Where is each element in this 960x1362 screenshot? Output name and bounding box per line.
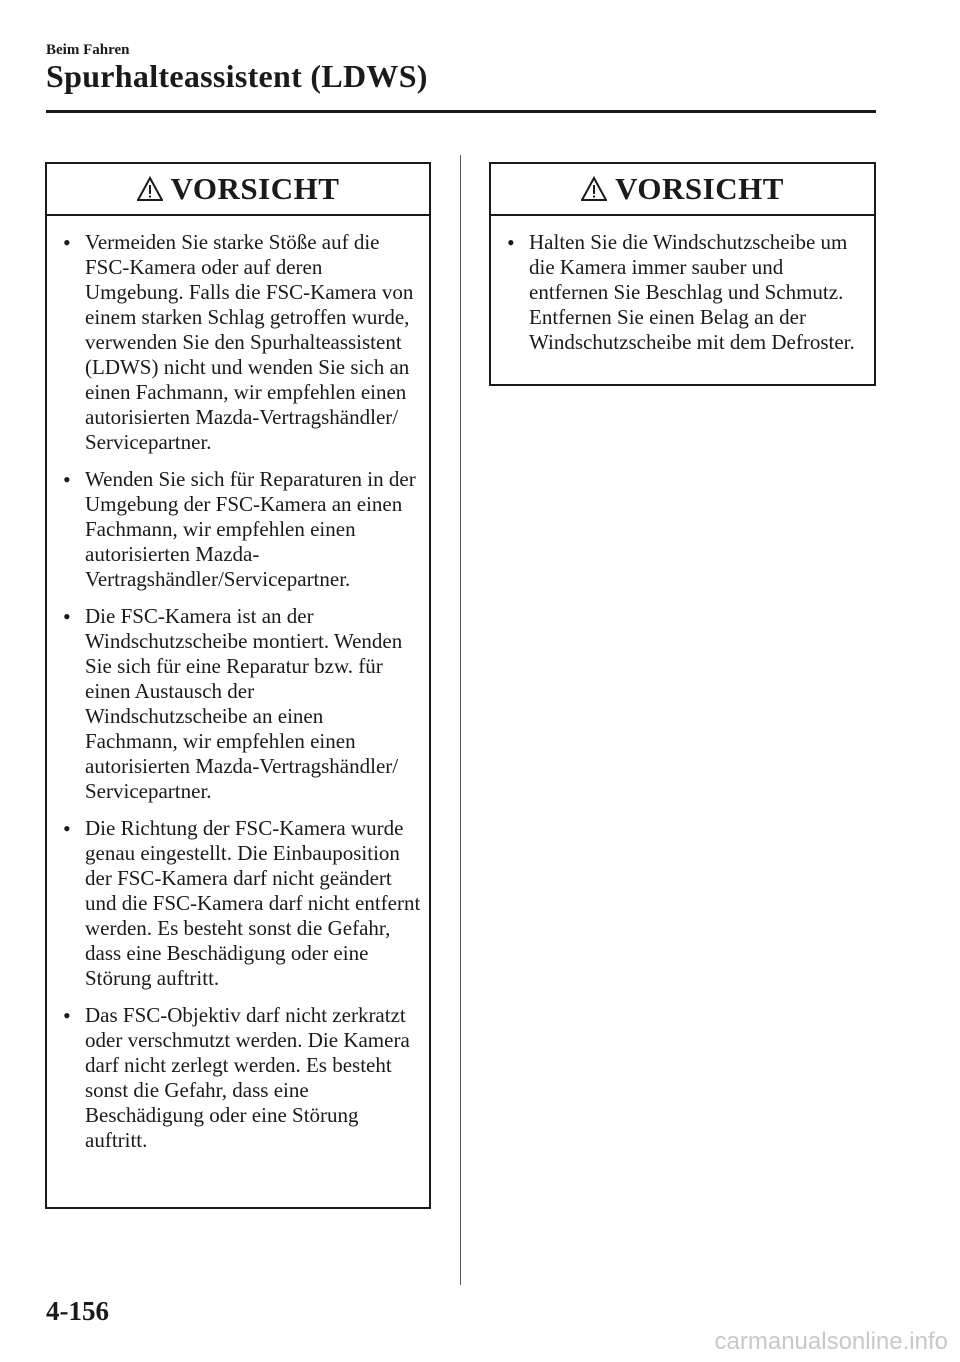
title-rule	[46, 110, 876, 113]
caution-item: • Vermeiden Sie starke Stöße auf die FSC-Kamera oder auf deren Umgebung. Falls die FSC-Kamera von einem starken Schlag getroffen wurde, verwenden Sie den Spurhalteassistent (LDWS) nicht und wenden Sie sich an einen Fachmann, wir empfehlen einen autorisierten Mazda-Vertragshändler/ Servicepartner.	[85, 230, 421, 455]
warning-triangle-icon	[137, 176, 163, 202]
caution-list	[491, 216, 874, 355]
page-number: 4-156	[46, 1296, 109, 1326]
caution-item: • Die FSC-Kamera ist an der Windschutzscheibe montiert. Wenden Sie sich für eine Reparatur bzw. für einen Austausch der Windschutzscheibe an einen Fachmann, wir empfehlen einen autorisierten Mazda-Vertragshändler/ Servicepartner.	[85, 604, 421, 804]
caution-item: • Halten Sie die Windschutzscheibe um die Kamera immer sauber und entfernen Sie Beschlag und Schmutz. Entfernen Sie einen Belag an der Windschutzscheibe mit dem Defroster.	[529, 230, 866, 355]
caution-title: VORSICHT	[615, 171, 784, 206]
caution-item: • Wenden Sie sich für Reparaturen in der Umgebung der FSC-Kamera an einen Fachmann, wir empfehlen einen autorisierten Mazda-Vertragshändler/Servicepartner.	[85, 467, 421, 592]
column-divider	[460, 155, 461, 1285]
section-label: Beim Fahren	[46, 42, 130, 58]
caution-header	[47, 164, 429, 216]
caution-item: • Die Richtung der FSC-Kamera wurde genau eingestellt. Die Einbauposition der FSC-Kamera darf nicht geändert und die FSC-Kamera darf nicht entfernt werden. Es besteht sonst die Gefahr, dass eine Beschädigung oder eine Störung auftritt.	[85, 816, 421, 991]
caution-box-left	[45, 162, 431, 1209]
page-title: Spurhalteassistent (LDWS)	[46, 58, 428, 94]
caution-title: VORSICHT	[170, 171, 340, 206]
warning-triangle-icon	[581, 176, 607, 202]
caution-header	[491, 164, 874, 216]
caution-box-right	[489, 162, 876, 386]
caution-list	[47, 216, 429, 1153]
watermark: carmanualsonline.info	[714, 1328, 948, 1355]
caution-item: • Das FSC-Objektiv darf nicht zerkratzt oder verschmutzt werden. Die Kamera darf nicht zerlegt werden. Es besteht sonst die Gefahr, dass eine Beschädigung oder eine Störung auftritt.	[85, 1003, 421, 1153]
